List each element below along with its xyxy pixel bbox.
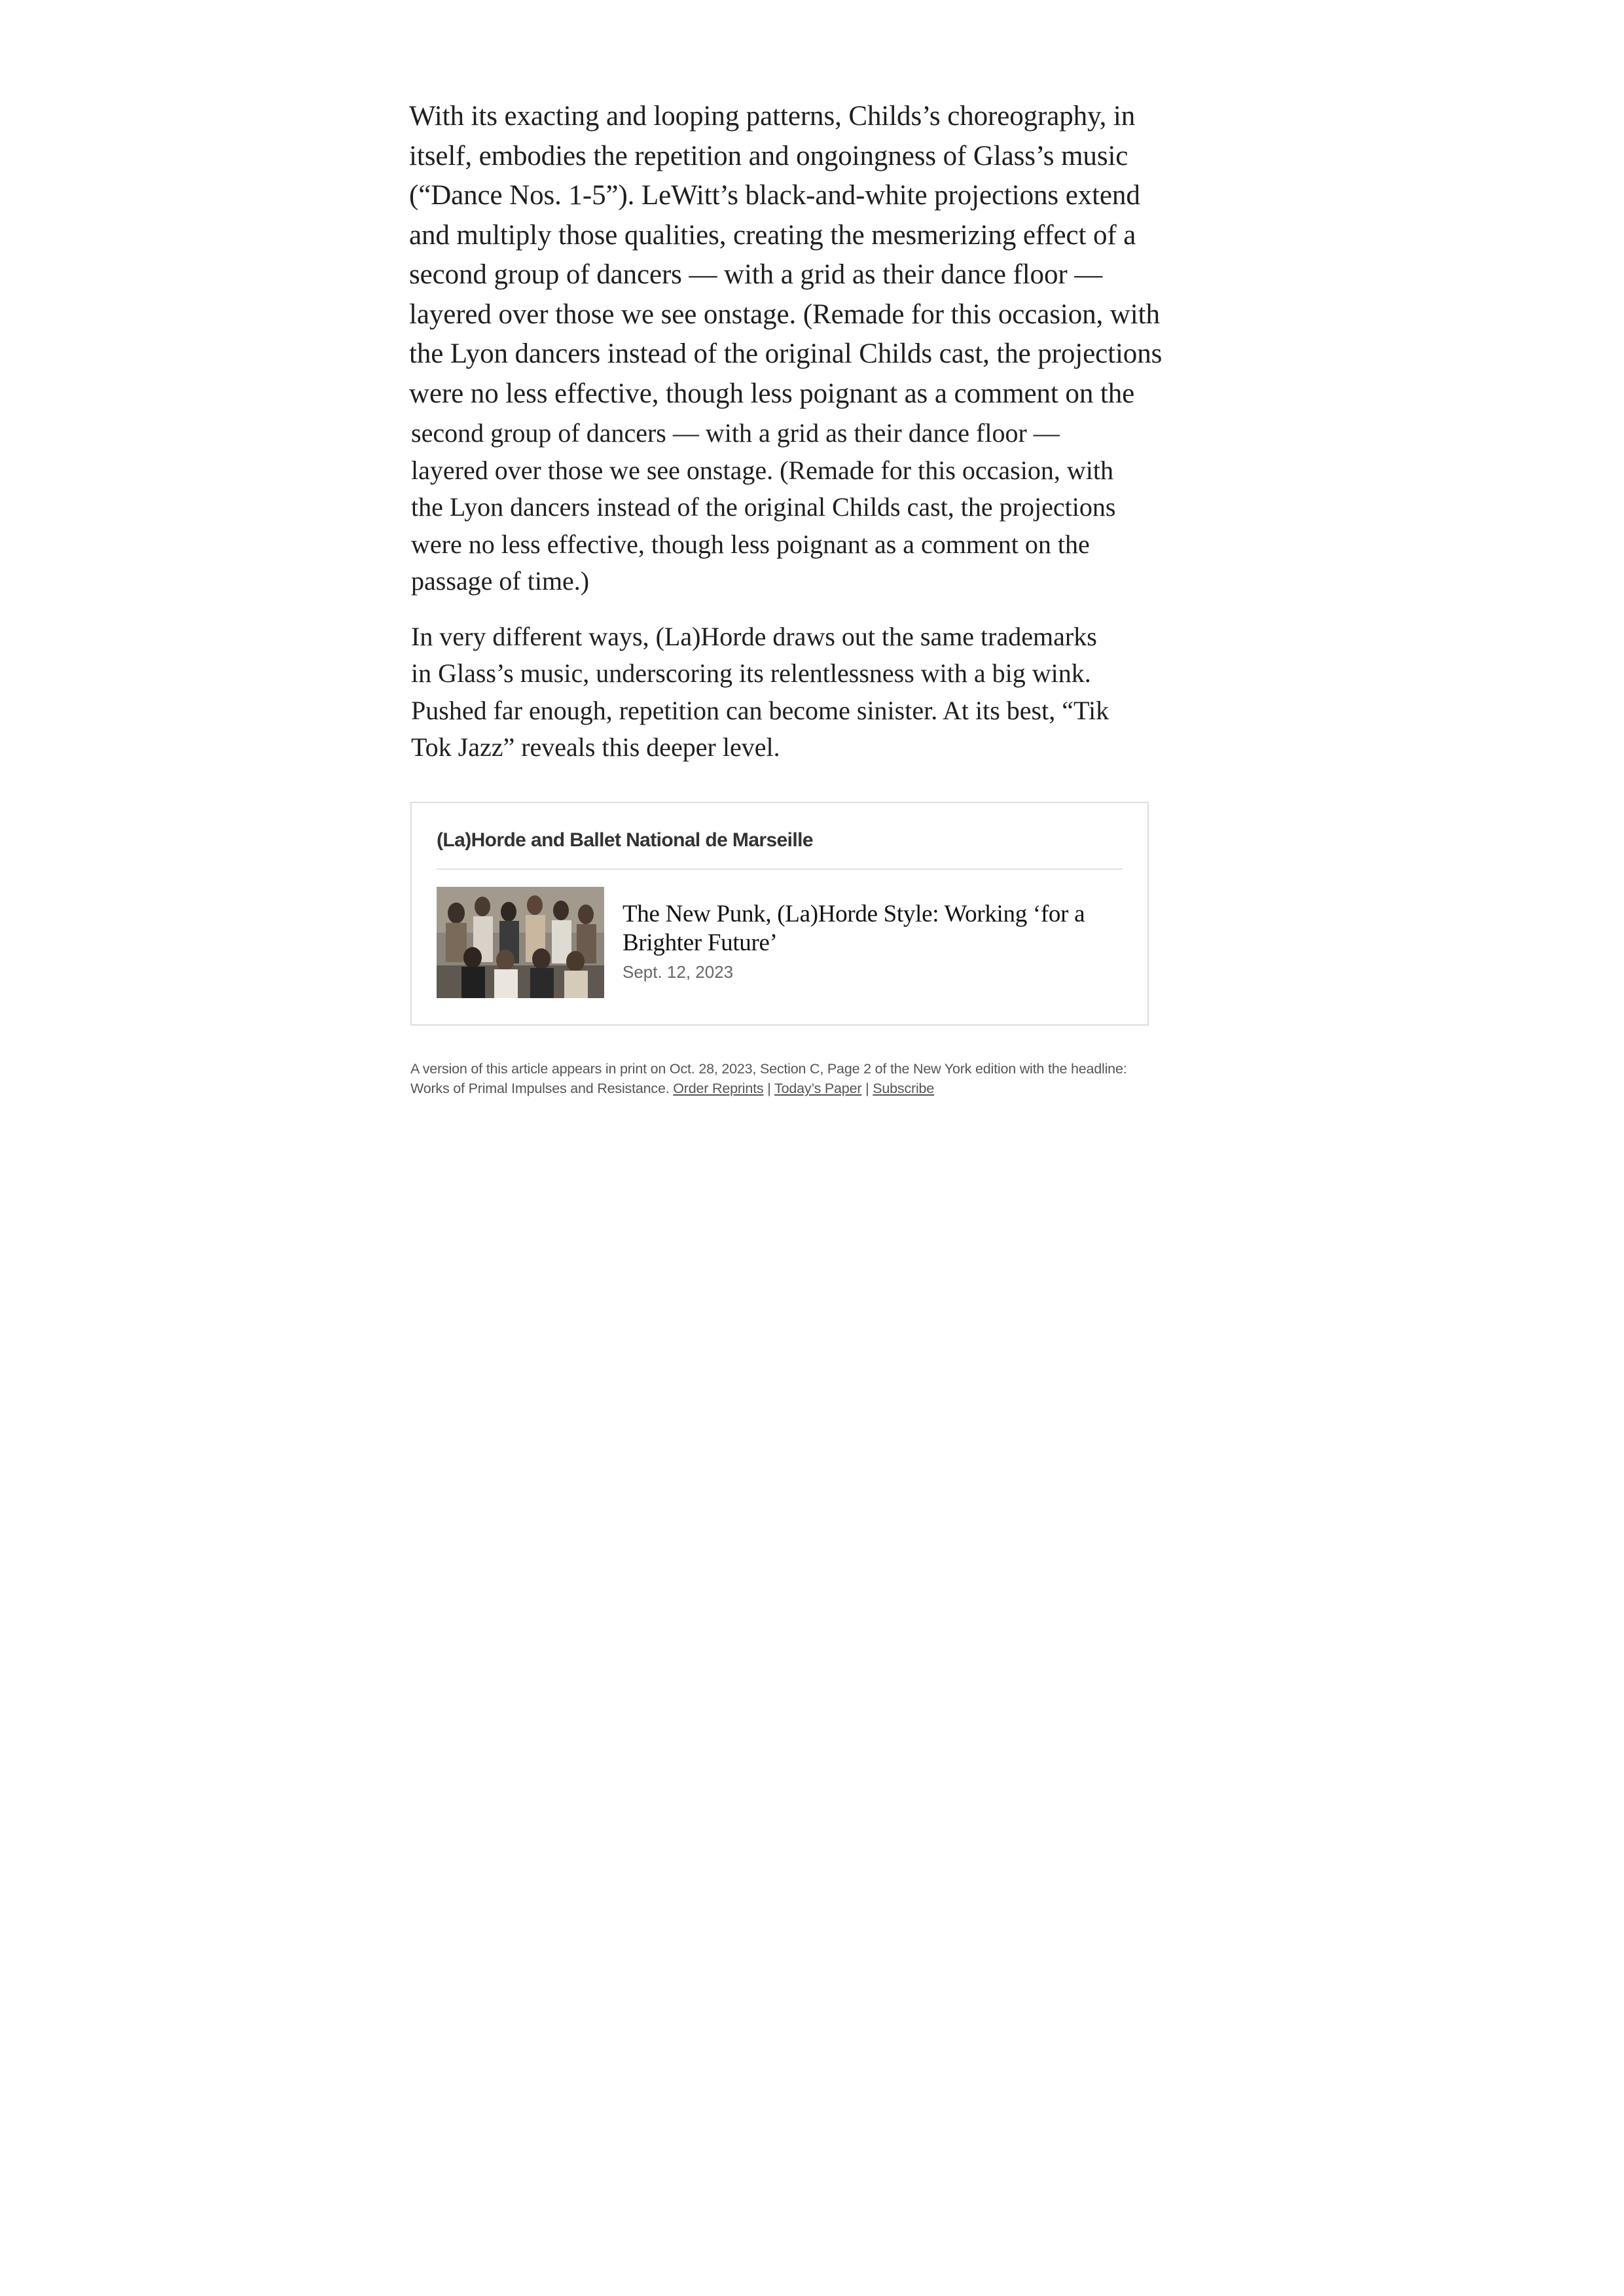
text-line: Pushed far enough, repetition can become sinister. At its best, “Tik [411, 695, 1110, 725]
related-coverage-header: (La)Horde and Ballet National de Marseille [437, 829, 813, 851]
related-article-date: Sept. 12, 2023 [623, 962, 734, 982]
print-note-line: A version of this article appears in print on Oct. 28, 2023, Section C, Page 2 of the New York edition with the headline: [410, 1061, 1127, 1077]
separator: | [767, 1081, 771, 1096]
text-line: were no less effective, though less poignant as a comment on the [411, 529, 1090, 559]
article-body [409, 97, 1214, 766]
related-article-thumbnail[interactable] [437, 887, 604, 998]
text-line: the Lyon dancers instead of the original Childs cast, the projections [409, 338, 1163, 369]
text-line: passage of time.) [411, 566, 590, 596]
text-line: (“Dance Nos. 1-5”). LeWitt’s black-and-white projections extend [409, 180, 1140, 211]
group-photo-thumbnail-icon [437, 887, 604, 998]
print-headline-text: Works of Primal Impulses and Resistance. [410, 1081, 670, 1096]
todays-paper-link[interactable]: Today’s Paper [774, 1081, 862, 1096]
text-line: second group of dancers — with a grid as their dance floor — [409, 259, 1103, 290]
order-reprints-link[interactable]: Order Reprints [673, 1081, 764, 1096]
print-note-line [410, 1079, 1196, 1098]
print-edition-note [410, 1059, 1196, 1098]
text-line: In very different ways, (La)Horde draws out the same trademarks [411, 621, 1097, 651]
separator: | [865, 1081, 869, 1096]
text-line: in Glass’s music, underscoring its relentlessness with a big wink. [411, 658, 1091, 688]
related-coverage-box [410, 802, 1149, 1026]
text-line: and multiply those qualities, creating the mesmerizing effect of a [409, 219, 1136, 251]
text-line: second group of dancers — with a grid as their dance floor — [411, 418, 1060, 448]
article-paragraph [409, 415, 1154, 600]
article-paragraph [409, 619, 1154, 766]
text-line: were no less effective, though less poignant as a comment on the [409, 378, 1135, 409]
divider [437, 869, 1123, 870]
text-line: Tok Jazz” reveals this deeper level. [411, 732, 780, 762]
related-article-title[interactable]: The New Punk, (La)Horde Style: Working ‘for a Brighter Future’ [623, 901, 1085, 956]
text-line: layered over those we see onstage. (Remade for this occasion, with [409, 298, 1160, 330]
article-paragraph [409, 97, 1214, 414]
text-line: With its exacting and looping patterns, Childs’s choreography, in [409, 101, 1136, 132]
text-line: itself, embodies the repetition and ongoingness of Glass’s music [409, 140, 1128, 171]
text-line: layered over those we see onstage. (Remade for this occasion, with [411, 455, 1113, 485]
subscribe-link[interactable]: Subscribe [873, 1081, 935, 1096]
text-line: the Lyon dancers instead of the original Childs cast, the projections [411, 492, 1116, 522]
